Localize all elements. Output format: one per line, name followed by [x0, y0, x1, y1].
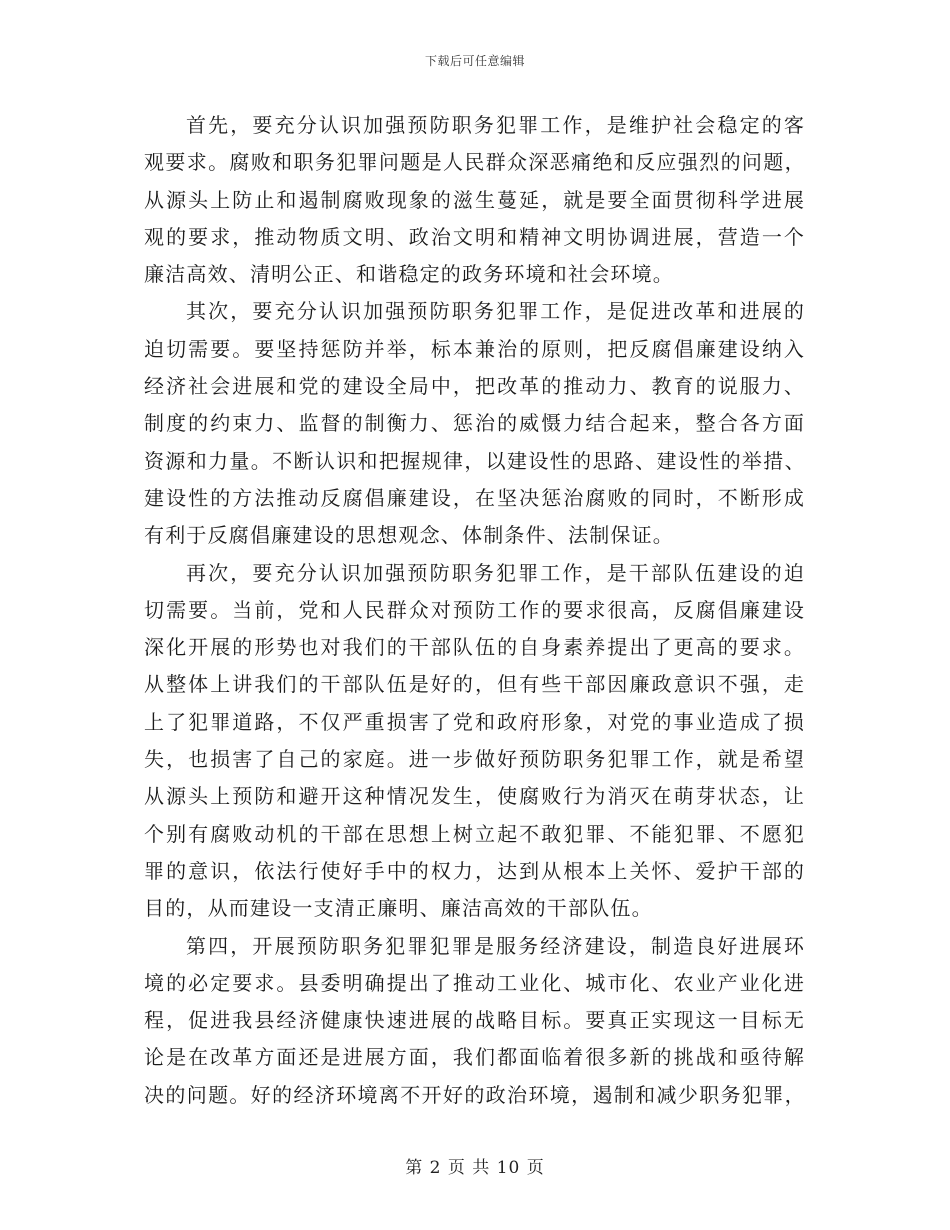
- text-line: 资源和力量。不断认识和把握规律，以建设性的思路、建设性的举措、: [144, 448, 806, 473]
- text-line: 经济社会进展和党的建设全局中，把改革的推动力、教育的说服力、: [144, 374, 806, 399]
- text-line: 其次，要充分认识加强预防职务犯罪工作，是促进改革和进展的: [186, 299, 806, 324]
- document-body: [144, 107, 806, 1114]
- text-line: 观的要求，推动物质文明、政治文明和精神文明协调进展，营造一个: [144, 224, 806, 249]
- text-line: 从源头上预防和避开这种情况发生，使腐败行为消灭在萌芽状态，让: [144, 784, 806, 809]
- text-line: 论是在改革方面还是进展方面，我们都面临着很多新的挑战和亟待解: [144, 1045, 806, 1070]
- text-line: 迫切需要。要坚持惩防并举，标本兼治的原则，把反腐倡廉建设纳入: [144, 336, 806, 361]
- text-line: 有利于反腐倡廉建设的思想观念、体制条件、法制保证。: [144, 523, 674, 548]
- text-line: 切需要。当前，党和人民群众对预防工作的要求很高，反腐倡廉建设: [144, 597, 806, 622]
- text-line: 首先，要充分认识加强预防职务犯罪工作，是维护社会稳定的客: [186, 113, 806, 137]
- text-line: 上了犯罪道路，不仅严重损害了党和政府形象，对党的事业造成了损: [144, 709, 806, 734]
- text-line: 决的问题。好的经济环境离不开好的政治环境，遏制和减少职务犯罪，: [144, 1082, 806, 1107]
- text-line: 从源头上防止和遏制腐败现象的滋生蔓延，就是要全面贯彻科学进展: [144, 187, 806, 212]
- text-line: 建设性的方法推动反腐倡廉建设，在坚决惩治腐败的同时，不断形成: [144, 485, 806, 510]
- page-header: 下载后可任意编辑: [424, 54, 525, 68]
- text-line: 从整体上讲我们的干部队伍是好的，但有些干部因廉政意识不强，走: [144, 672, 806, 697]
- text-line: 再次，要充分认识加强预防职务犯罪工作，是干部队伍建设的迫: [186, 560, 806, 585]
- text-line: 第四，开展预防职务犯罪犯罪是服务经济建设，制造良好进展环: [186, 933, 806, 958]
- text-line: 个别有腐败动机的干部在思想上树立起不敢犯罪、不能犯罪、不愿犯: [144, 821, 806, 846]
- text-line: 制度的约束力、监督的制衡力、惩治的威慑力结合起来，整合各方面: [144, 411, 806, 436]
- text-line: 廉洁高效、清明公正、和谐稳定的政务环境和社会环境。: [144, 262, 674, 287]
- text-line: 深化开展的形势也对我们的干部队伍的自身素养提出了更高的要求。: [144, 635, 806, 660]
- text-line: 观要求。腐败和职务犯罪问题是人民群众深恶痛绝和反应强烈的问题，: [144, 150, 806, 175]
- text-line: 目的，从而建设一支清正廉明、廉洁高效的干部队伍。: [144, 896, 653, 921]
- page-number-footer: 第 2 页 共 10 页: [405, 1158, 545, 1178]
- text-line: 程，促进我县经济健康快速进展的战略目标。要真正实现这一目标无: [144, 1008, 806, 1033]
- text-line: 境的必定要求。县委明确提出了推动工业化、城市化、农业产业化进: [144, 970, 806, 995]
- text-line: 失，也损害了自己的家庭。进一步做好预防职务犯罪工作，就是希望: [144, 747, 806, 772]
- text-line: 罪的意识，依法行使好手中的权力，达到从根本上关怀、爱护干部的: [144, 858, 806, 883]
